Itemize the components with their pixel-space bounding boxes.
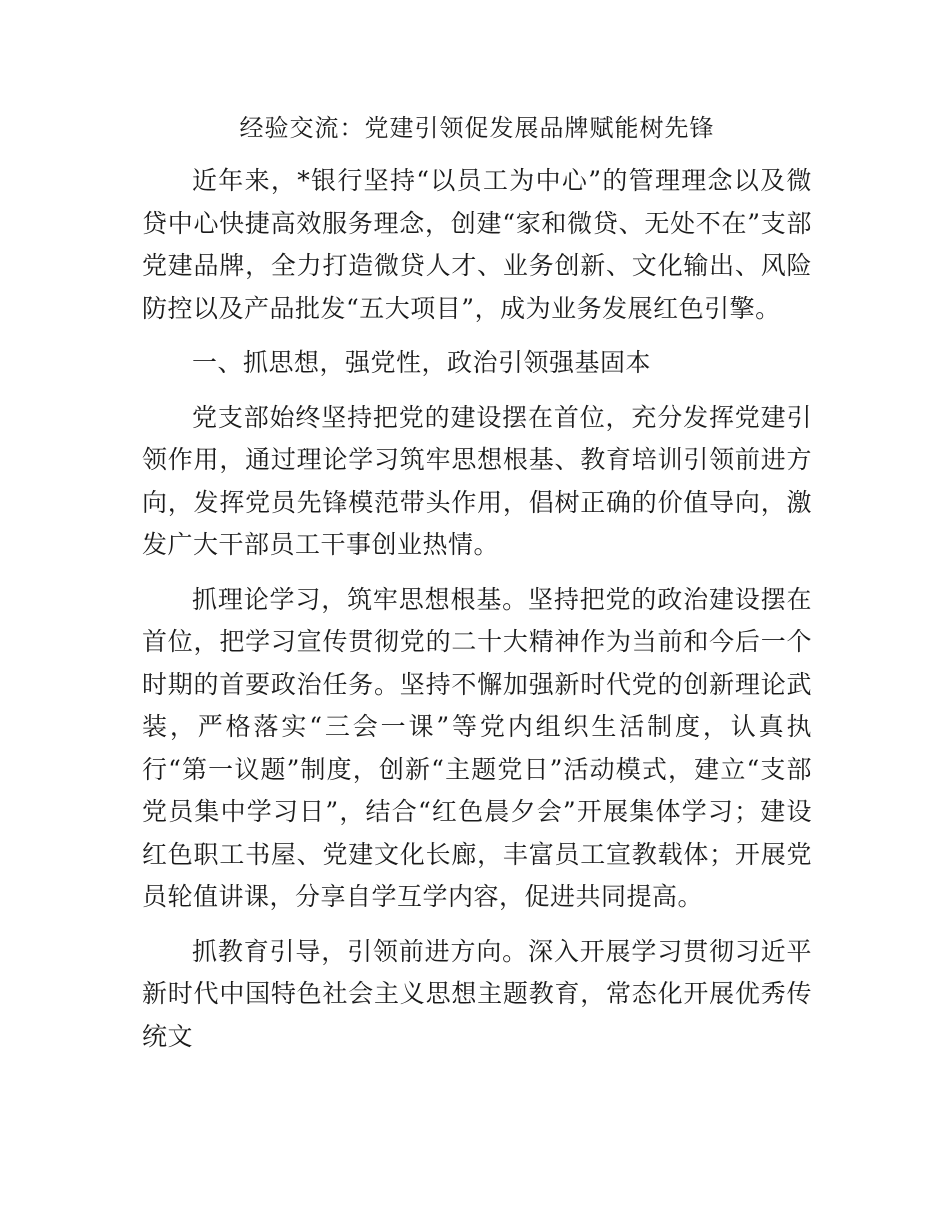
document-title: 经验交流：党建引领促发展品牌赋能树先锋: [239, 114, 715, 142]
body-paragraph: 抓教育引导，引领前进方向。深入开展学习贯彻习近平新时代中国特色社会主义思想主题教育，常态化开展优秀传统文: [142, 936, 812, 1051]
section-heading: 一、抓思想，强党性，政治引领强基固本: [192, 348, 652, 377]
intro-paragraph: 近年来，*银行坚持“以员工为中心”的管理理念以及微贷中心快捷高效服务理念，创建“家和微贷、无处不在”支部党建品牌，全力打造微贷人才、业务创新、文化输出、风险防控以及产品批发“五大项目”，成为业务发展红色引擎。: [142, 166, 812, 323]
body-paragraph: 抓理论学习，筑牢思想根基。坚持把党的政治建设摆在首位，把学习宣传贯彻党的二十大精神作为当前和今后一个时期的首要政治任务。坚持不懈加强新时代党的创新理论武装，严格落实“三会一课”等党内组织生活制度，认真执行“第一议题”制度，创新“主题党日”活动模式，建立“支部党员集中学习日”，结合“红色晨夕会”开展集体学习；建设红色职工书屋、党建文化长廊，丰富员工宣教载体；开展党员轮值讲课，分享自学互学内容，促进共同提高。: [142, 584, 812, 911]
body-paragraph: 党支部始终坚持把党的建设摆在首位，充分发挥党建引领作用，通过理论学习筑牢思想根基、教育培训引领前进方向，发挥党员先锋模范带头作用，倡树正确的价值导向，激发广大干部员工干事创业热情。: [142, 402, 812, 559]
document-body: [142, 104, 812, 1070]
